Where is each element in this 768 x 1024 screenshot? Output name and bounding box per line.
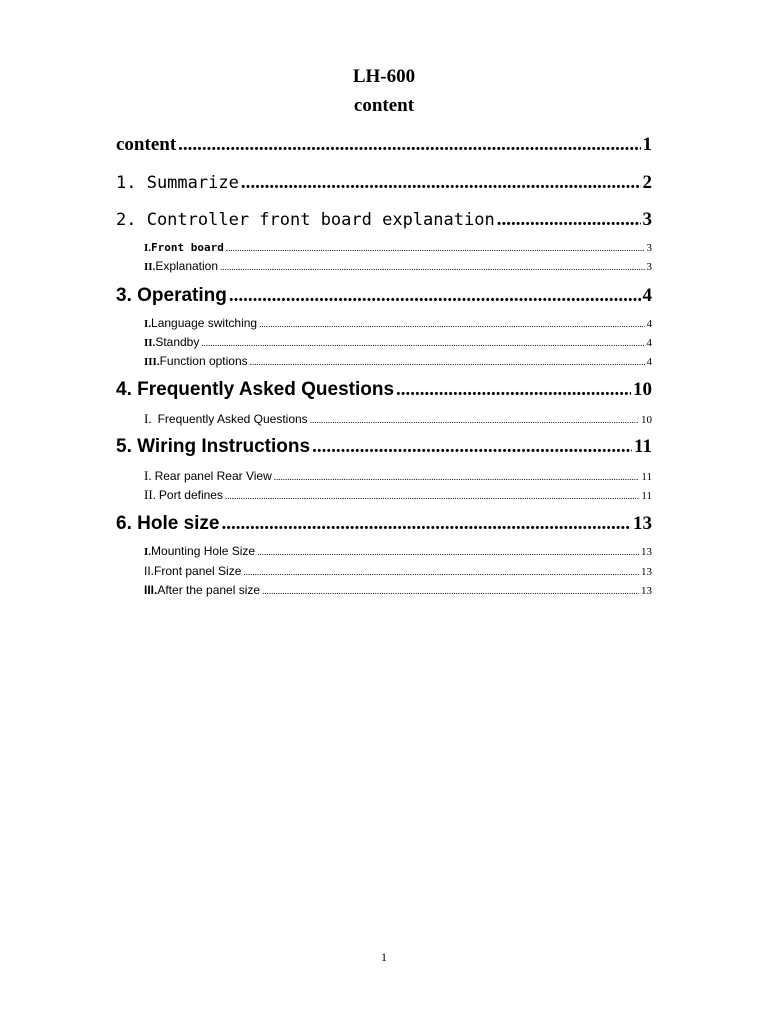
toc-subentry-text: Language switching (151, 316, 258, 330)
toc-entry-page: 2 (642, 172, 652, 193)
toc-leader-dots (243, 567, 639, 577)
toc-leader-dots (497, 209, 641, 231)
toc-entry-page: 4 (642, 285, 652, 306)
toc-subentry-page: 3 (646, 242, 652, 254)
toc-subentry-number: I. (144, 546, 152, 558)
toc-leader-dots (310, 415, 639, 425)
toc-entry-page: 11 (634, 436, 652, 457)
toc-subentry-number: III. (144, 356, 160, 368)
toc-subentry-text: Frequently Asked Questions (157, 412, 308, 426)
toc-subentry-number: I. (144, 242, 152, 254)
toc-subentry[interactable] (144, 564, 652, 579)
toc-subentry[interactable] (144, 487, 652, 503)
toc-subentry-page: 13 (641, 546, 652, 558)
toc-entry-content[interactable] (116, 134, 652, 156)
toc-leader-dots (220, 262, 644, 272)
toc-entry-page: 10 (633, 379, 652, 400)
toc-subentry-page: 13 (641, 585, 652, 597)
page-number: 1 (381, 950, 387, 964)
toc-leader-dots (241, 172, 641, 194)
toc-subentry-text: Rear panel Rear View (154, 469, 272, 483)
toc-leader-dots (226, 243, 645, 253)
toc-entry-page: 1 (642, 134, 652, 155)
toc-entry-wiring[interactable] (116, 436, 652, 458)
toc-entry-summarize[interactable] (116, 172, 652, 194)
toc-subentry[interactable] (144, 544, 652, 559)
toc-entry-label: 5. Wiring Instructions (116, 436, 311, 457)
toc-leader-dots (262, 586, 639, 596)
toc-subentry-page: 11 (641, 471, 652, 483)
toc-subentry-text: Explanation (155, 259, 219, 273)
toc-subentry-number: II. (144, 261, 156, 273)
toc-subentry-page: 11 (641, 490, 652, 502)
toc-subentry[interactable] (144, 240, 652, 255)
toc-subentry-number: II. (144, 337, 156, 349)
toc-subentry-text: Front panel Size (154, 564, 242, 578)
toc-subentry-number: I. (144, 411, 152, 426)
toc-entry-label: content (116, 134, 177, 155)
document-subtitle: content (353, 95, 415, 116)
toc-leader-dots (396, 379, 631, 401)
toc-entry-page: 13 (633, 513, 652, 534)
toc-subentry[interactable] (144, 468, 652, 484)
toc-leader-dots (312, 436, 632, 458)
toc-subentry-page: 13 (641, 566, 652, 578)
toc-subentry[interactable] (144, 335, 652, 350)
toc-leader-dots (222, 513, 632, 535)
toc-entry-label: 4. Frequently Asked Questions (116, 379, 395, 400)
toc-subentry-text: Function options (159, 354, 248, 368)
toc-entry-controller[interactable] (116, 209, 652, 231)
document-model-title: LH-600 (352, 66, 416, 87)
toc-subentry-page: 4 (646, 337, 652, 349)
toc-leader-dots (250, 357, 645, 367)
toc-subentry-text: Port defines (158, 488, 223, 502)
toc-entry-operating[interactable] (116, 285, 652, 307)
toc-leader-dots (178, 134, 640, 156)
toc-subentry-number: II. (144, 564, 155, 578)
toc-leader-dots (201, 338, 644, 348)
toc-subentry-number: III. (144, 583, 158, 597)
toc-subentry-text: Front board (151, 241, 224, 254)
toc-subentry[interactable] (144, 316, 652, 331)
toc-subentry-number: II. (144, 487, 156, 502)
toc-subentry-page: 4 (646, 318, 652, 330)
toc-subentry[interactable] (144, 411, 652, 427)
toc-subentry-number: I. (144, 468, 152, 483)
toc-leader-dots (259, 319, 644, 329)
toc-leader-dots (257, 547, 639, 557)
toc-leader-dots (225, 491, 639, 501)
toc-subentry-text: Standby (155, 335, 200, 349)
toc-subentry[interactable] (144, 259, 652, 274)
toc-subentry-page: 4 (646, 356, 652, 368)
toc-entry-label: 1. Summarize (116, 173, 239, 193)
toc-leader-dots (229, 285, 641, 307)
toc-entry-label: 6. Hole size (116, 513, 220, 534)
toc-entry-hole-size[interactable] (116, 513, 652, 535)
toc-subentry-number: I. (144, 318, 152, 330)
toc-subentry-text: After the panel size (157, 583, 261, 597)
toc-subentry-text: Mounting Hole Size (151, 544, 256, 558)
toc-entry-label: 3. Operating (116, 285, 227, 306)
toc-entry-page: 3 (642, 209, 652, 230)
toc-subentry-page: 10 (641, 414, 652, 426)
toc-subentry[interactable] (144, 583, 652, 598)
toc-leader-dots (274, 472, 640, 482)
toc-subentry[interactable] (144, 354, 652, 369)
toc-entry-label: 2. Controller front board explanation (116, 210, 495, 230)
toc-entry-faq[interactable] (116, 379, 652, 401)
toc-subentry-page: 3 (646, 261, 652, 273)
